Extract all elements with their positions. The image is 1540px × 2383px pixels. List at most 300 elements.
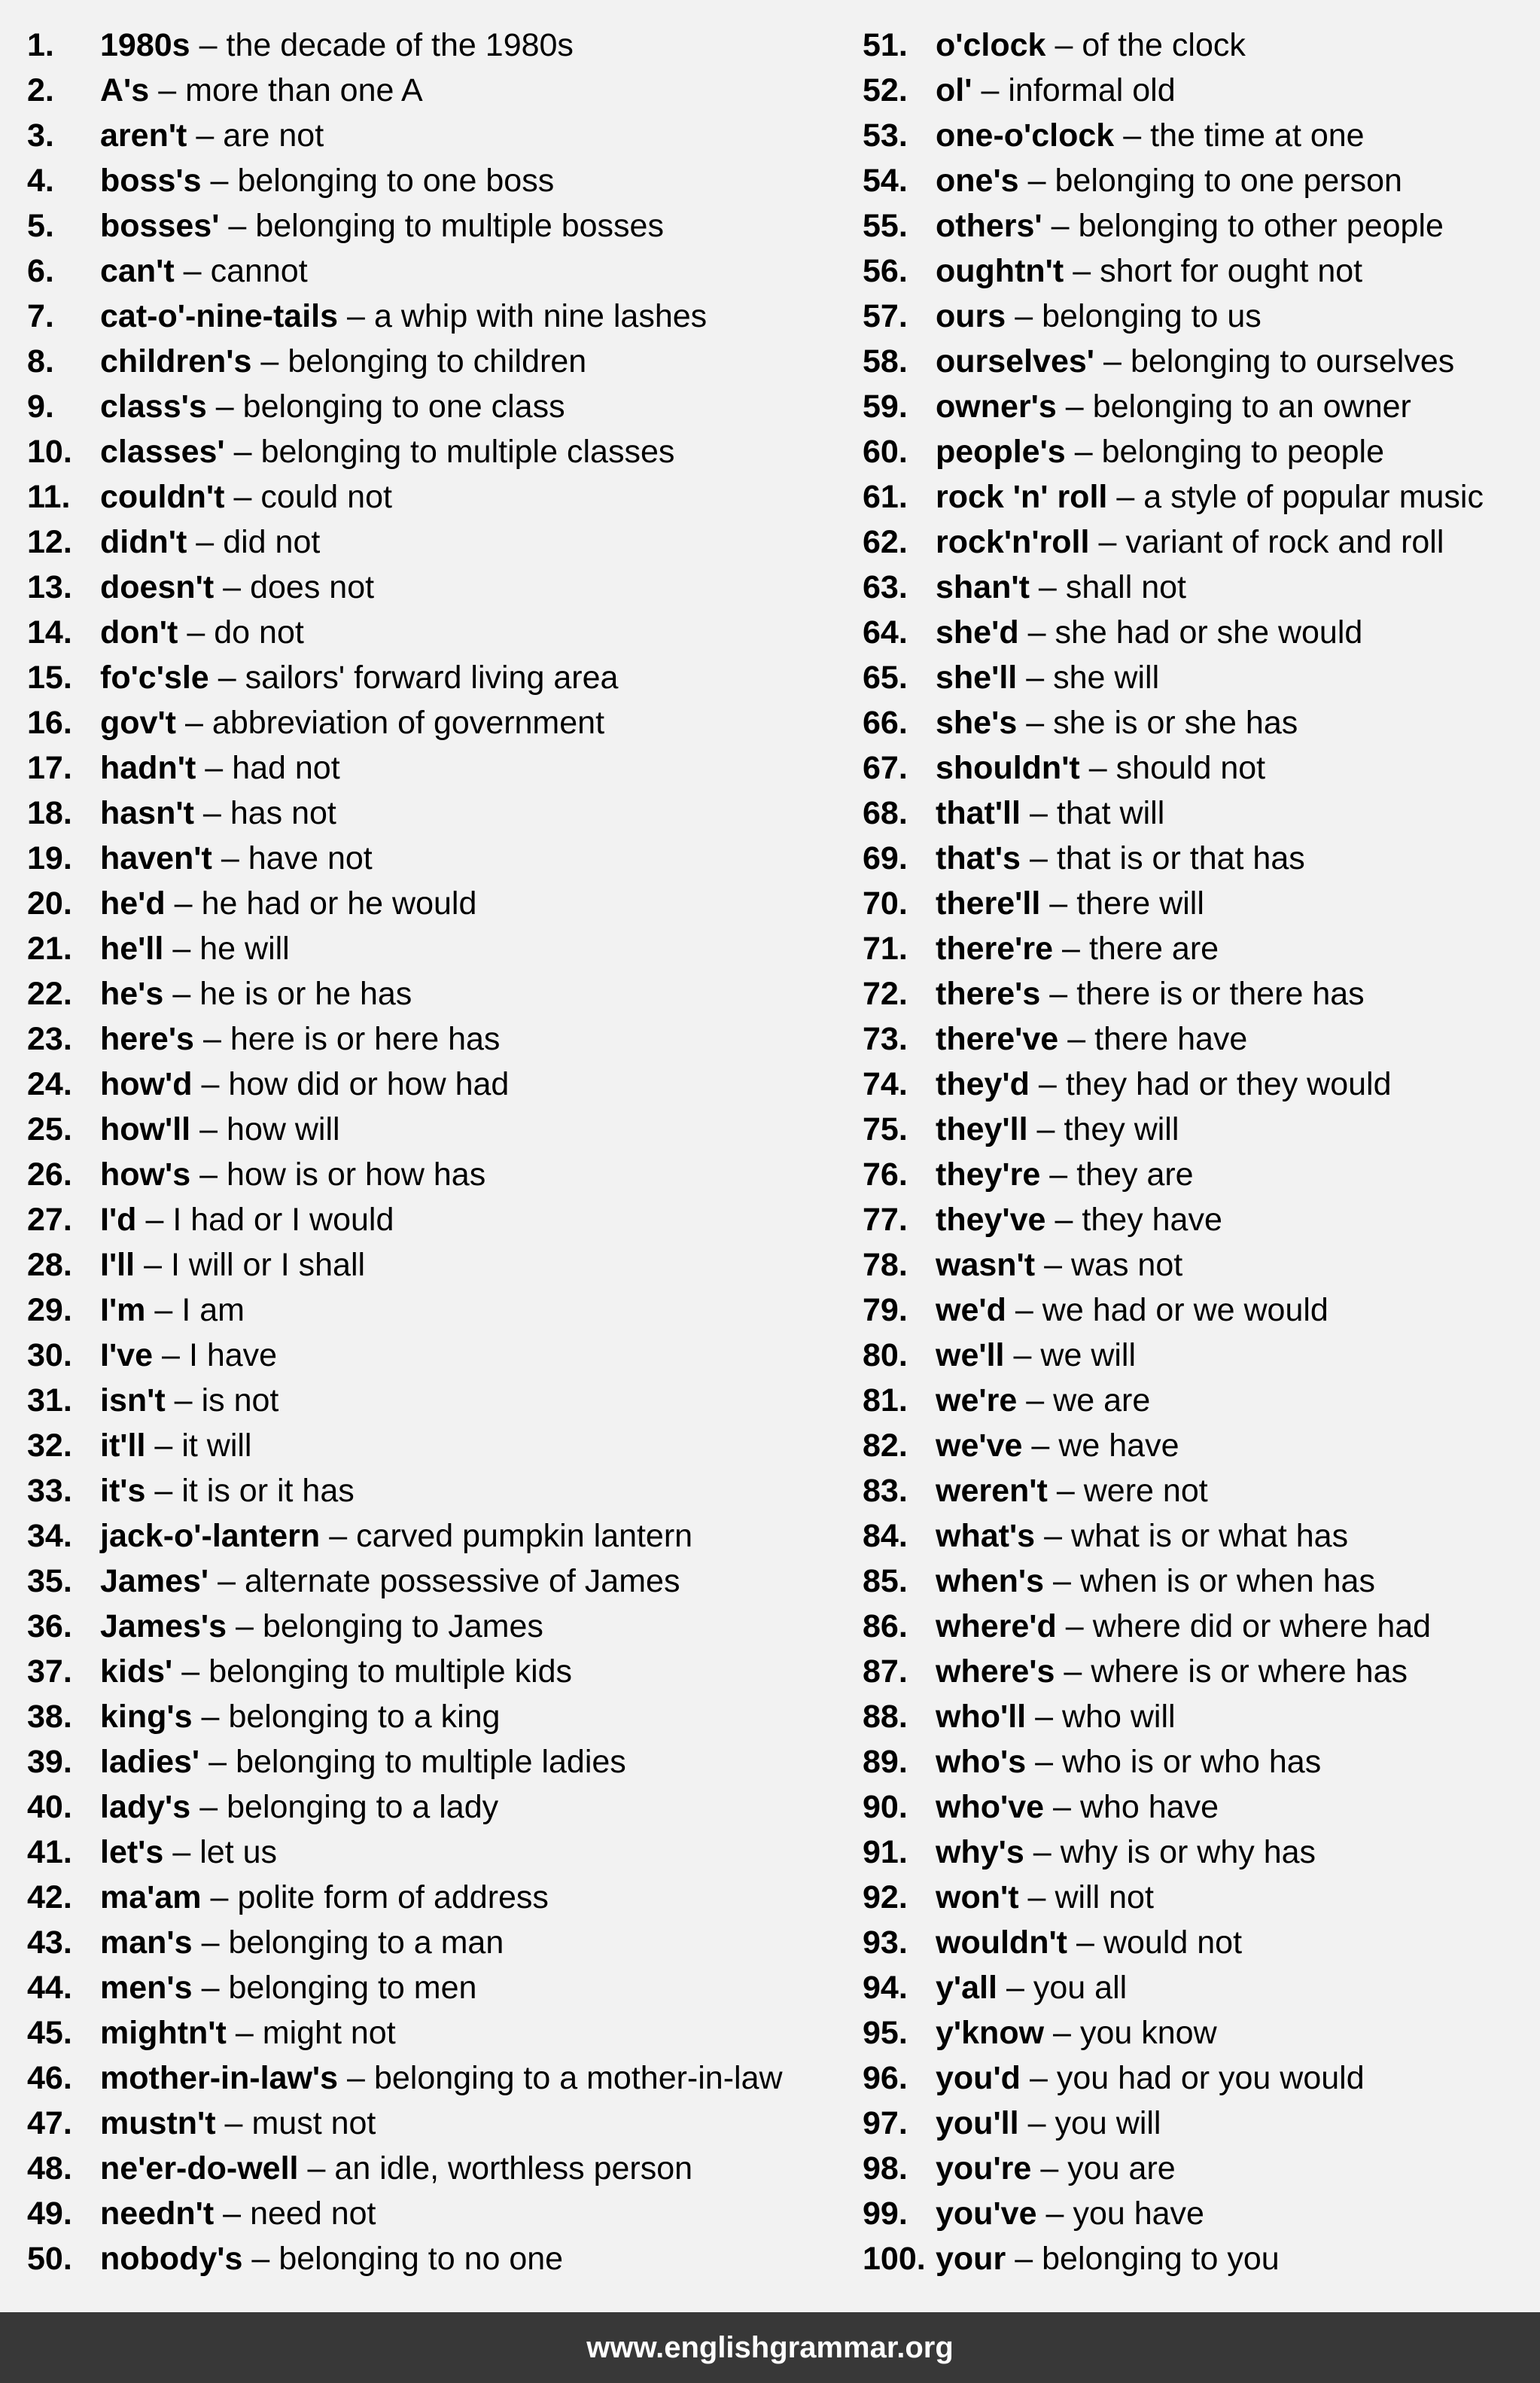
entry-number: 48. xyxy=(27,2150,72,2186)
list-item xyxy=(27,1333,863,1378)
footer-bar xyxy=(0,2312,1540,2383)
entry-definition: how is or how has xyxy=(227,1156,486,1193)
entry-number: 9. xyxy=(27,389,54,425)
entry-term: you'd xyxy=(936,2060,1021,2096)
entry-number: 89. xyxy=(863,1744,908,1780)
entry-definition: belonging to one person xyxy=(1055,163,1402,199)
entry-term: jack-o'-lantern xyxy=(100,1518,321,1554)
list-item xyxy=(863,2055,1525,2101)
list-item xyxy=(27,1604,863,1649)
entry-separator: – xyxy=(208,1744,227,1780)
entry-definition: I will or I shall xyxy=(171,1247,366,1283)
entry-separator: – xyxy=(223,2196,242,2232)
list-item xyxy=(27,1513,863,1559)
entry-number: 65. xyxy=(863,660,908,696)
entry-definition: cannot xyxy=(210,253,308,289)
entry-definition: could not xyxy=(260,479,392,515)
entry-definition: more than one A xyxy=(185,72,423,108)
entry-number: 20. xyxy=(27,885,72,922)
list-item xyxy=(863,1649,1525,1694)
list-item xyxy=(863,1920,1525,1965)
entry-separator: – xyxy=(1045,2196,1064,2232)
entry-definition: belonging to one boss xyxy=(237,163,555,199)
entry-number: 95. xyxy=(863,2015,908,2051)
entry-term: let's xyxy=(100,1834,164,1870)
entry-term: ma'am xyxy=(100,1879,202,1915)
entry-separator: – xyxy=(1049,1156,1068,1193)
entry-definition: let us xyxy=(199,1834,278,1870)
entry-separator: – xyxy=(224,2105,243,2141)
list-item xyxy=(863,248,1525,294)
entry-number: 79. xyxy=(863,1292,908,1328)
entry-definition: the decade of the 1980s xyxy=(226,27,574,63)
entry-separator: – xyxy=(154,1428,173,1464)
list-item xyxy=(27,474,863,520)
list-item xyxy=(863,474,1525,520)
entry-number: 98. xyxy=(863,2150,908,2186)
entry-term: can't xyxy=(100,253,175,289)
entry-number: 93. xyxy=(863,1924,908,1961)
list-item xyxy=(27,158,863,203)
entry-term: they're xyxy=(936,1156,1041,1193)
entry-definition: here is or here has xyxy=(230,1021,501,1057)
entry-definition: there will xyxy=(1076,885,1204,922)
entry-term: I'll xyxy=(100,1247,135,1283)
entry-separator: – xyxy=(1027,163,1046,199)
entry-separator: – xyxy=(187,614,205,651)
entry-separator: – xyxy=(1035,1744,1054,1780)
entry-separator: – xyxy=(1033,1834,1052,1870)
entry-number: 71. xyxy=(863,931,908,967)
entry-term: there'll xyxy=(936,885,1041,922)
entry-separator: – xyxy=(981,72,1000,108)
entry-term: it'll xyxy=(100,1428,146,1464)
footer-url: www.englishgrammar.org xyxy=(586,2330,954,2364)
entry-term: children's xyxy=(100,343,252,379)
list-item xyxy=(27,113,863,158)
entry-number: 34. xyxy=(27,1518,72,1554)
list-item xyxy=(863,1513,1525,1559)
entry-separator: – xyxy=(1053,1563,1071,1599)
list-item xyxy=(27,745,863,791)
entry-number: 19. xyxy=(27,840,72,876)
entry-term: haven't xyxy=(100,840,212,876)
entry-definition: belonging to other people xyxy=(1078,208,1444,244)
entry-separator: – xyxy=(1074,434,1093,470)
entry-separator: – xyxy=(1036,1111,1055,1147)
entry-number: 85. xyxy=(863,1563,908,1599)
entry-definition: I had or I would xyxy=(172,1202,394,1238)
entry-separator: – xyxy=(1038,1066,1057,1102)
entry-separator: – xyxy=(1038,569,1057,605)
entry-definition: should not xyxy=(1115,750,1266,786)
entry-separator: – xyxy=(1123,117,1142,154)
list-item xyxy=(863,1784,1525,1830)
entry-term: you've xyxy=(936,2196,1037,2232)
entry-term: I've xyxy=(100,1337,154,1373)
list-item xyxy=(863,926,1525,971)
entry-number: 62. xyxy=(863,524,908,560)
entry-number: 33. xyxy=(27,1473,72,1509)
entry-separator: – xyxy=(201,1924,220,1961)
entry-definition: there is or there has xyxy=(1076,976,1365,1012)
entry-term: hasn't xyxy=(100,795,194,831)
entry-definition: when is or when has xyxy=(1079,1563,1375,1599)
list-item xyxy=(27,971,863,1016)
entry-definition: informal old xyxy=(1008,72,1176,108)
list-item xyxy=(27,23,863,68)
entry-definition: belonging to a mother-in-law xyxy=(373,2060,783,2096)
list-item xyxy=(27,1559,863,1604)
entry-number: 60. xyxy=(863,434,908,470)
entry-definition: how did or how had xyxy=(228,1066,510,1102)
entry-term: owner's xyxy=(936,389,1057,425)
entry-definition: there are xyxy=(1088,931,1219,967)
entry-definition: are not xyxy=(223,117,324,154)
entry-number: 36. xyxy=(27,1608,72,1644)
entry-number: 12. xyxy=(27,524,72,560)
entry-term: what's xyxy=(936,1518,1036,1554)
entry-separator: – xyxy=(1026,1382,1045,1419)
entry-separator: – xyxy=(210,1879,229,1915)
entry-number: 100. xyxy=(863,2241,926,2277)
entry-definition: belonging to multiple ladies xyxy=(236,1744,626,1780)
list-item xyxy=(863,655,1525,700)
list-item xyxy=(27,700,863,745)
entry-separator: – xyxy=(1026,660,1045,696)
list-item xyxy=(863,1062,1525,1107)
entry-definition: an idle, worthless person xyxy=(334,2150,693,2186)
entry-term: where'd xyxy=(936,1608,1057,1644)
entry-number: 45. xyxy=(27,2015,72,2051)
entry-definition: a style of popular music xyxy=(1143,479,1484,515)
entry-definition: polite form of address xyxy=(237,1879,549,1915)
list-item xyxy=(863,791,1525,836)
entry-separator: – xyxy=(1055,27,1073,63)
entry-separator: – xyxy=(174,885,193,922)
entry-definition: you know xyxy=(1079,2015,1217,2051)
entry-separator: – xyxy=(1065,1608,1084,1644)
entry-separator: – xyxy=(199,27,218,63)
entry-definition: is not xyxy=(201,1382,279,1419)
entry-separator: – xyxy=(1049,976,1068,1012)
entry-number: 77. xyxy=(863,1202,908,1238)
entry-number: 5. xyxy=(27,208,54,244)
entry-number: 11. xyxy=(27,479,71,515)
left-column xyxy=(27,23,863,2281)
entry-definition: you will xyxy=(1055,2105,1161,2141)
entry-number: 37. xyxy=(27,1653,72,1690)
entry-separator: – xyxy=(1073,253,1091,289)
entry-term: man's xyxy=(100,1924,193,1961)
list-item xyxy=(863,1287,1525,1333)
entry-number: 39. xyxy=(27,1744,72,1780)
entry-number: 38. xyxy=(27,1699,72,1735)
list-item xyxy=(27,2146,863,2191)
entry-number: 4. xyxy=(27,163,54,199)
entry-definition: did not xyxy=(223,524,321,560)
entry-term: people's xyxy=(936,434,1066,470)
list-item xyxy=(27,1739,863,1784)
entry-number: 64. xyxy=(863,614,908,651)
entry-term: rock 'n' roll xyxy=(936,479,1108,515)
entry-definition: would not xyxy=(1103,1924,1243,1961)
entry-term: she's xyxy=(936,705,1018,741)
entry-term: shouldn't xyxy=(936,750,1080,786)
list-item xyxy=(863,1739,1525,1784)
list-item xyxy=(27,1423,863,1468)
entry-term: James's xyxy=(100,1608,227,1644)
list-item xyxy=(27,1920,863,1965)
entry-number: 23. xyxy=(27,1021,72,1057)
list-item xyxy=(863,1378,1525,1423)
entry-separator: – xyxy=(199,1789,218,1825)
entry-number: 61. xyxy=(863,479,908,515)
entry-definition: he will xyxy=(199,931,290,967)
entry-number: 66. xyxy=(863,705,908,741)
entry-term: she'll xyxy=(936,660,1018,696)
entry-definition: where did or where had xyxy=(1092,1608,1432,1644)
entry-number: 8. xyxy=(27,343,54,379)
list-item xyxy=(27,294,863,339)
entry-separator: – xyxy=(307,2150,326,2186)
list-item xyxy=(27,1965,863,2010)
entry-definition: a whip with nine lashes xyxy=(373,298,708,334)
entry-separator: – xyxy=(172,931,191,967)
entry-definition: he is or he has xyxy=(199,976,412,1012)
entry-definition: might not xyxy=(262,2015,396,2051)
entry-separator: – xyxy=(1044,1247,1063,1283)
entry-number: 47. xyxy=(27,2105,72,2141)
entry-number: 51. xyxy=(863,27,908,63)
entry-definition: belonging to people xyxy=(1101,434,1385,470)
list-item xyxy=(863,113,1525,158)
entry-number: 82. xyxy=(863,1428,908,1464)
entry-separator: – xyxy=(202,795,221,831)
entry-definition: he had or he would xyxy=(201,885,477,922)
entry-separator: – xyxy=(196,524,215,560)
entry-number: 3. xyxy=(27,117,54,154)
list-item xyxy=(27,1378,863,1423)
entry-term: wouldn't xyxy=(936,1924,1068,1961)
entry-definition: what is or what has xyxy=(1071,1518,1349,1554)
list-item xyxy=(27,2191,863,2236)
entry-term: where's xyxy=(936,1653,1055,1690)
entry-number: 76. xyxy=(863,1156,908,1193)
list-item xyxy=(27,1694,863,1739)
entry-definition: where is or where has xyxy=(1091,1653,1408,1690)
entry-separator: – xyxy=(1015,298,1033,334)
entry-separator: – xyxy=(223,569,242,605)
list-item xyxy=(27,881,863,926)
entry-term: cat-o'-nine-tails xyxy=(100,298,339,334)
entry-number: 32. xyxy=(27,1428,72,1464)
entry-number: 55. xyxy=(863,208,908,244)
entry-number: 26. xyxy=(27,1156,72,1193)
entry-number: 84. xyxy=(863,1518,908,1554)
entry-separator: – xyxy=(233,434,252,470)
entry-term: didn't xyxy=(100,524,187,560)
entry-number: 31. xyxy=(27,1382,72,1419)
list-item xyxy=(863,158,1525,203)
entry-number: 41. xyxy=(27,1834,72,1870)
entry-number: 99. xyxy=(863,2196,908,2232)
entry-term: we're xyxy=(936,1382,1018,1419)
list-item xyxy=(863,520,1525,565)
list-item xyxy=(27,429,863,474)
entry-definition: that is or that has xyxy=(1056,840,1305,876)
entry-term: mother-in-law's xyxy=(100,2060,339,2096)
entry-separator: – xyxy=(1040,2150,1059,2186)
entry-number: 22. xyxy=(27,976,72,1012)
entry-term: classes' xyxy=(100,434,225,470)
entry-separator: – xyxy=(329,1518,348,1554)
entry-separator: – xyxy=(1064,1653,1082,1690)
entry-definition: had not xyxy=(232,750,340,786)
entry-term: you're xyxy=(936,2150,1032,2186)
list-item xyxy=(863,971,1525,1016)
entry-separator: – xyxy=(235,2015,254,2051)
entry-number: 94. xyxy=(863,1970,908,2006)
entry-number: 44. xyxy=(27,1970,72,2006)
list-item xyxy=(27,1287,863,1333)
entry-separator: – xyxy=(154,1473,173,1509)
list-item xyxy=(27,2055,863,2101)
entry-term: you'll xyxy=(936,2105,1019,2141)
entry-definition: sailors' forward living area xyxy=(245,660,619,696)
entry-term: ours xyxy=(936,298,1006,334)
entry-definition: she will xyxy=(1053,660,1160,696)
entry-number: 78. xyxy=(863,1247,908,1283)
entry-number: 73. xyxy=(863,1021,908,1057)
right-column xyxy=(863,23,1525,2281)
entry-definition: the time at one xyxy=(1150,117,1365,154)
entry-separator: – xyxy=(1035,1699,1054,1735)
entry-separator: – xyxy=(185,705,203,741)
entry-number: 43. xyxy=(27,1924,72,1961)
entry-definition: belonging to multiple bosses xyxy=(255,208,664,244)
entry-definition: they have xyxy=(1082,1202,1222,1238)
entry-term: I'm xyxy=(100,1292,146,1328)
entry-term: who's xyxy=(936,1744,1027,1780)
entry-number: 24. xyxy=(27,1066,72,1102)
list-item xyxy=(27,926,863,971)
list-item xyxy=(863,2101,1525,2146)
list-item xyxy=(27,1830,863,1875)
entry-definition: there have xyxy=(1094,1021,1248,1057)
list-item xyxy=(863,2236,1525,2281)
entry-definition: has not xyxy=(230,795,336,831)
list-item xyxy=(863,836,1525,881)
entry-separator: – xyxy=(221,840,239,876)
entry-separator: – xyxy=(1055,1202,1073,1238)
list-item xyxy=(863,1242,1525,1287)
entry-term: bosses' xyxy=(100,208,220,244)
entry-term: o'clock xyxy=(936,27,1046,63)
entry-term: lady's xyxy=(100,1789,191,1825)
entry-definition: belonging to no one xyxy=(278,2241,564,2277)
entry-number: 92. xyxy=(863,1879,908,1915)
entry-definition: I have xyxy=(188,1337,278,1373)
list-item xyxy=(27,248,863,294)
entry-term: doesn't xyxy=(100,569,215,605)
entry-number: 46. xyxy=(27,2060,72,2096)
entry-term: it's xyxy=(100,1473,146,1509)
entry-separator: – xyxy=(1116,479,1135,515)
entry-separator: – xyxy=(1088,750,1107,786)
entry-separator: – xyxy=(1098,524,1117,560)
entry-term: ladies' xyxy=(100,1744,200,1780)
entry-term: when's xyxy=(936,1563,1045,1599)
entry-separator: – xyxy=(233,479,252,515)
list-item xyxy=(863,1423,1525,1468)
list-item xyxy=(863,23,1525,68)
list-item xyxy=(27,339,863,384)
list-item xyxy=(863,1468,1525,1513)
entry-number: 59. xyxy=(863,389,908,425)
list-item xyxy=(27,655,863,700)
entry-term: there've xyxy=(936,1021,1059,1057)
entry-separator: – xyxy=(1015,2241,1033,2277)
entry-separator: – xyxy=(215,389,234,425)
entry-term: I'd xyxy=(100,1202,137,1238)
entry-separator: – xyxy=(201,1970,220,2006)
entry-separator: – xyxy=(154,1292,173,1328)
list-item xyxy=(863,1965,1525,2010)
entry-number: 88. xyxy=(863,1699,908,1735)
entry-separator: – xyxy=(145,1202,164,1238)
entry-term: weren't xyxy=(936,1473,1048,1509)
entry-separator: – xyxy=(1015,1292,1033,1328)
entry-definition: why is or why has xyxy=(1060,1834,1316,1870)
entry-separator: – xyxy=(1044,1518,1063,1554)
entry-number: 40. xyxy=(27,1789,72,1825)
entry-number: 18. xyxy=(27,795,72,831)
entry-number: 69. xyxy=(863,840,908,876)
entry-separator: – xyxy=(172,976,191,1012)
entry-number: 68. xyxy=(863,795,908,831)
entry-separator: – xyxy=(181,1653,200,1690)
list-item xyxy=(27,1242,863,1287)
entry-separator: – xyxy=(162,1337,180,1373)
entry-definition: belonging to one class xyxy=(242,389,565,425)
entry-definition: were not xyxy=(1083,1473,1208,1509)
entry-definition: belonging to James xyxy=(262,1608,543,1644)
entry-term: he's xyxy=(100,976,164,1012)
entry-definition: alternate possessive of James xyxy=(245,1563,680,1599)
entry-number: 16. xyxy=(27,705,72,741)
list-item xyxy=(27,791,863,836)
list-item xyxy=(863,1152,1525,1197)
list-item xyxy=(863,565,1525,610)
list-item xyxy=(27,68,863,113)
entry-number: 63. xyxy=(863,569,908,605)
entry-separator: – xyxy=(1031,1428,1050,1464)
entry-number: 2. xyxy=(27,72,54,108)
list-item xyxy=(27,384,863,429)
entry-term: mustn't xyxy=(100,2105,216,2141)
entry-definition: I am xyxy=(181,1292,245,1328)
entry-separator: – xyxy=(1056,1473,1075,1509)
entry-separator: – xyxy=(347,298,365,334)
entry-term: nobody's xyxy=(100,2241,243,2277)
list-item xyxy=(27,1875,863,1920)
entry-definition: it is or it has xyxy=(181,1473,355,1509)
entry-separator: – xyxy=(172,1834,191,1870)
entry-term: ne'er-do-well xyxy=(100,2150,299,2186)
list-item xyxy=(27,1649,863,1694)
entry-number: 10. xyxy=(27,434,72,470)
